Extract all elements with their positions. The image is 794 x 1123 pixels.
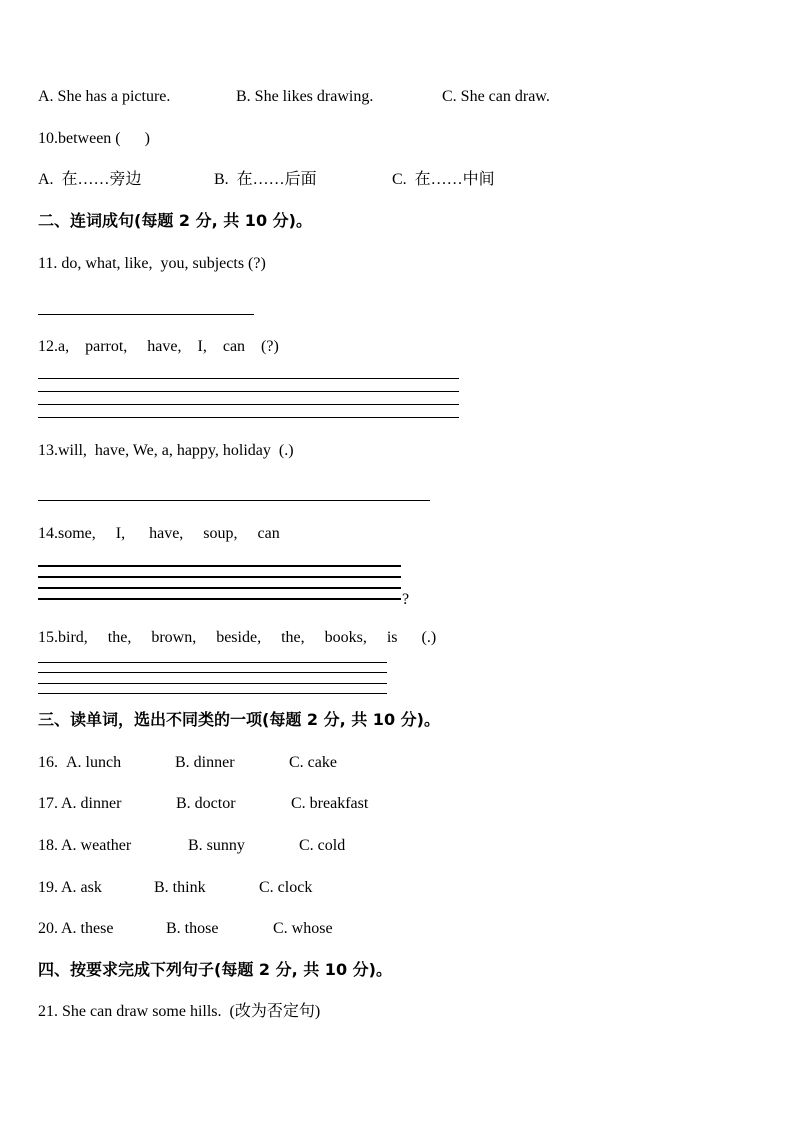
q14-question-mark: ? — [402, 591, 410, 608]
q21-prompt: 21. She can draw some hills. (改为否定句) — [38, 1003, 321, 1020]
q10-stem: 10.between ( ) — [38, 130, 150, 147]
q13-prompt: 13.will, have, We, a, happy, holiday (.) — [38, 442, 294, 459]
q12-answer-line[interactable] — [38, 391, 459, 392]
q11-prompt: 11. do, what, like, you, subjects (?) — [38, 255, 266, 272]
q11-answer-line[interactable] — [38, 314, 254, 315]
q15-answer-line[interactable] — [38, 672, 387, 673]
q12-answer-line[interactable] — [38, 417, 459, 418]
q20-number: 20. — [38, 920, 58, 937]
q12-answer-line[interactable] — [38, 378, 459, 379]
q9-option-a: A. She has a picture. — [38, 88, 171, 105]
q16-option-b: B. dinner — [175, 754, 235, 771]
q20-option-a: A. these — [61, 920, 114, 937]
q9-option-b: B. She likes drawing. — [236, 88, 374, 105]
q20-option-b: B. those — [166, 920, 219, 937]
q16-option-c: C. cake — [289, 754, 337, 771]
q10-option-b: B. 在……后面 — [214, 171, 317, 188]
q17-option-c: C. breakfast — [291, 795, 369, 812]
q17-option-a: A. dinner — [61, 795, 122, 812]
q19-number: 19. — [38, 879, 58, 896]
q15-answer-line[interactable] — [38, 693, 387, 694]
q19-option-b: B. think — [154, 879, 206, 896]
q13-answer-line[interactable] — [38, 500, 430, 501]
q18-option-a: A. weather — [61, 837, 132, 854]
q16-option-a: A. lunch — [66, 754, 122, 771]
q15-prompt: 15.bird, the, brown, beside, the, books, is (.) — [38, 629, 437, 646]
section3-title: 三、读单词，选出不同类的一项(每题 2 分, 共 10 分)。 — [38, 710, 440, 729]
q19-option-c: C. clock — [259, 879, 313, 896]
section2-title: 二、连词成句(每题 2 分, 共 10 分)。 — [38, 211, 312, 230]
q10-option-c: C. 在……中间 — [392, 171, 495, 188]
q18-option-c: C. cold — [299, 837, 346, 854]
q17-option-b: B. doctor — [176, 795, 236, 812]
q14-answer-line[interactable] — [38, 576, 401, 578]
q9-option-c: C. She can draw. — [442, 88, 550, 105]
q16-number: 16. — [38, 754, 58, 771]
q18-option-b: B. sunny — [188, 837, 245, 854]
q14-answer-line[interactable] — [38, 565, 401, 567]
q19-option-a: A. ask — [61, 879, 102, 896]
q15-answer-line[interactable] — [38, 683, 387, 684]
q14-prompt: 14.some, I, have, soup, can — [38, 525, 280, 542]
q10-option-a: A. 在……旁边 — [38, 171, 142, 188]
q12-prompt: 12.a, parrot, have, I, can (?) — [38, 338, 279, 355]
q14-answer-line[interactable] — [38, 587, 401, 589]
q18-number: 18. — [38, 837, 58, 854]
q12-answer-line[interactable] — [38, 404, 459, 405]
q15-answer-line[interactable] — [38, 662, 387, 663]
q20-option-c: C. whose — [273, 920, 333, 937]
section4-title: 四、按要求完成下列句子(每题 2 分, 共 10 分)。 — [38, 960, 392, 979]
q14-answer-line[interactable] — [38, 598, 401, 600]
q17-number: 17. — [38, 795, 58, 812]
